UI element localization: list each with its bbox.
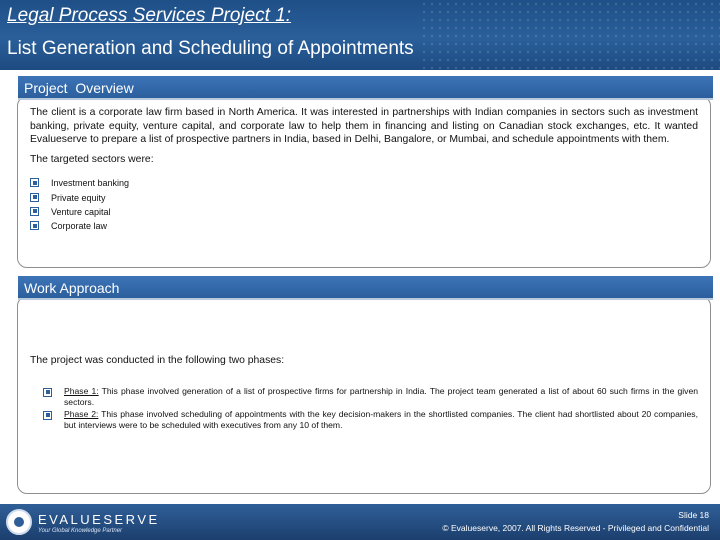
approach-heading: Work Approach: [18, 276, 713, 300]
list-item: [43, 409, 698, 432]
sectors-intro: The targeted sectors were:: [30, 153, 154, 165]
slide-title-line2: List Generation and Scheduling of Appointments: [7, 38, 414, 59]
banner-pattern: [420, 0, 720, 70]
phase-text: This phase involved generation of a list of prospective firms for partnership in India. The project team generated a list of about 60 such firms in the given sectors.: [64, 385, 699, 408]
footer-bar: [0, 504, 720, 540]
slide-title-line1: Legal Process Services Project 1:: [7, 5, 292, 26]
bullet-icon: [30, 193, 39, 202]
phase-label: Phase 1:: [64, 385, 99, 396]
list-item: [30, 219, 698, 233]
list-item: [30, 176, 698, 190]
sectors-list: [30, 176, 698, 233]
sector-label: Corporate law: [51, 221, 108, 232]
phases-list: [30, 386, 698, 432]
bullet-icon: [30, 207, 39, 216]
brand-tagline: Your Global Knowledge Partner: [38, 528, 123, 534]
title-banner: [0, 0, 720, 70]
approach-intro: The project was conducted in the following two phases:: [30, 355, 285, 366]
globe-logo-icon: [6, 509, 32, 535]
overview-panel: [17, 96, 711, 268]
phase-text: This phase involved scheduling of appointments with the key decision-makers in the shortlisted companies. The client had shortlisted about 20 companies, but interviews were to be scheduled with executives from any 10 of them.: [64, 408, 698, 431]
bullet-icon: [30, 221, 39, 230]
phase-label: Phase 2:: [64, 408, 99, 419]
slide-number: Slide 18: [678, 510, 709, 520]
overview-heading: Project Overview: [18, 76, 713, 100]
list-item: [30, 191, 698, 205]
approach-panel: [17, 296, 711, 494]
overview-paragraph: The client is a corporate law firm based in North America. It was interested in partnerships with Indian companies in sectors such as investment banking, private equity, venture capital, and corporate law to help them in financing and listing on Canadian stock exchanges, etc. It wanted Evalueserve to prepare a list of prospective partners in India, based in Delhi, Bangalore, or Mumbai, and schedule appointments with them.: [30, 107, 698, 146]
sector-label: Investment banking: [51, 178, 130, 189]
bullet-icon: [43, 388, 52, 397]
bullet-icon: [43, 411, 52, 420]
brand-name: EVALUESERVE: [38, 512, 160, 527]
copyright-notice: © Evalueserve, 2007. All Rights Reserved - Privileged and Confidential: [442, 523, 709, 533]
list-item: [43, 386, 698, 409]
sector-label: Venture capital: [51, 206, 111, 217]
bullet-icon: [30, 178, 39, 187]
sector-label: Private equity: [51, 192, 106, 203]
list-item: [30, 205, 698, 219]
